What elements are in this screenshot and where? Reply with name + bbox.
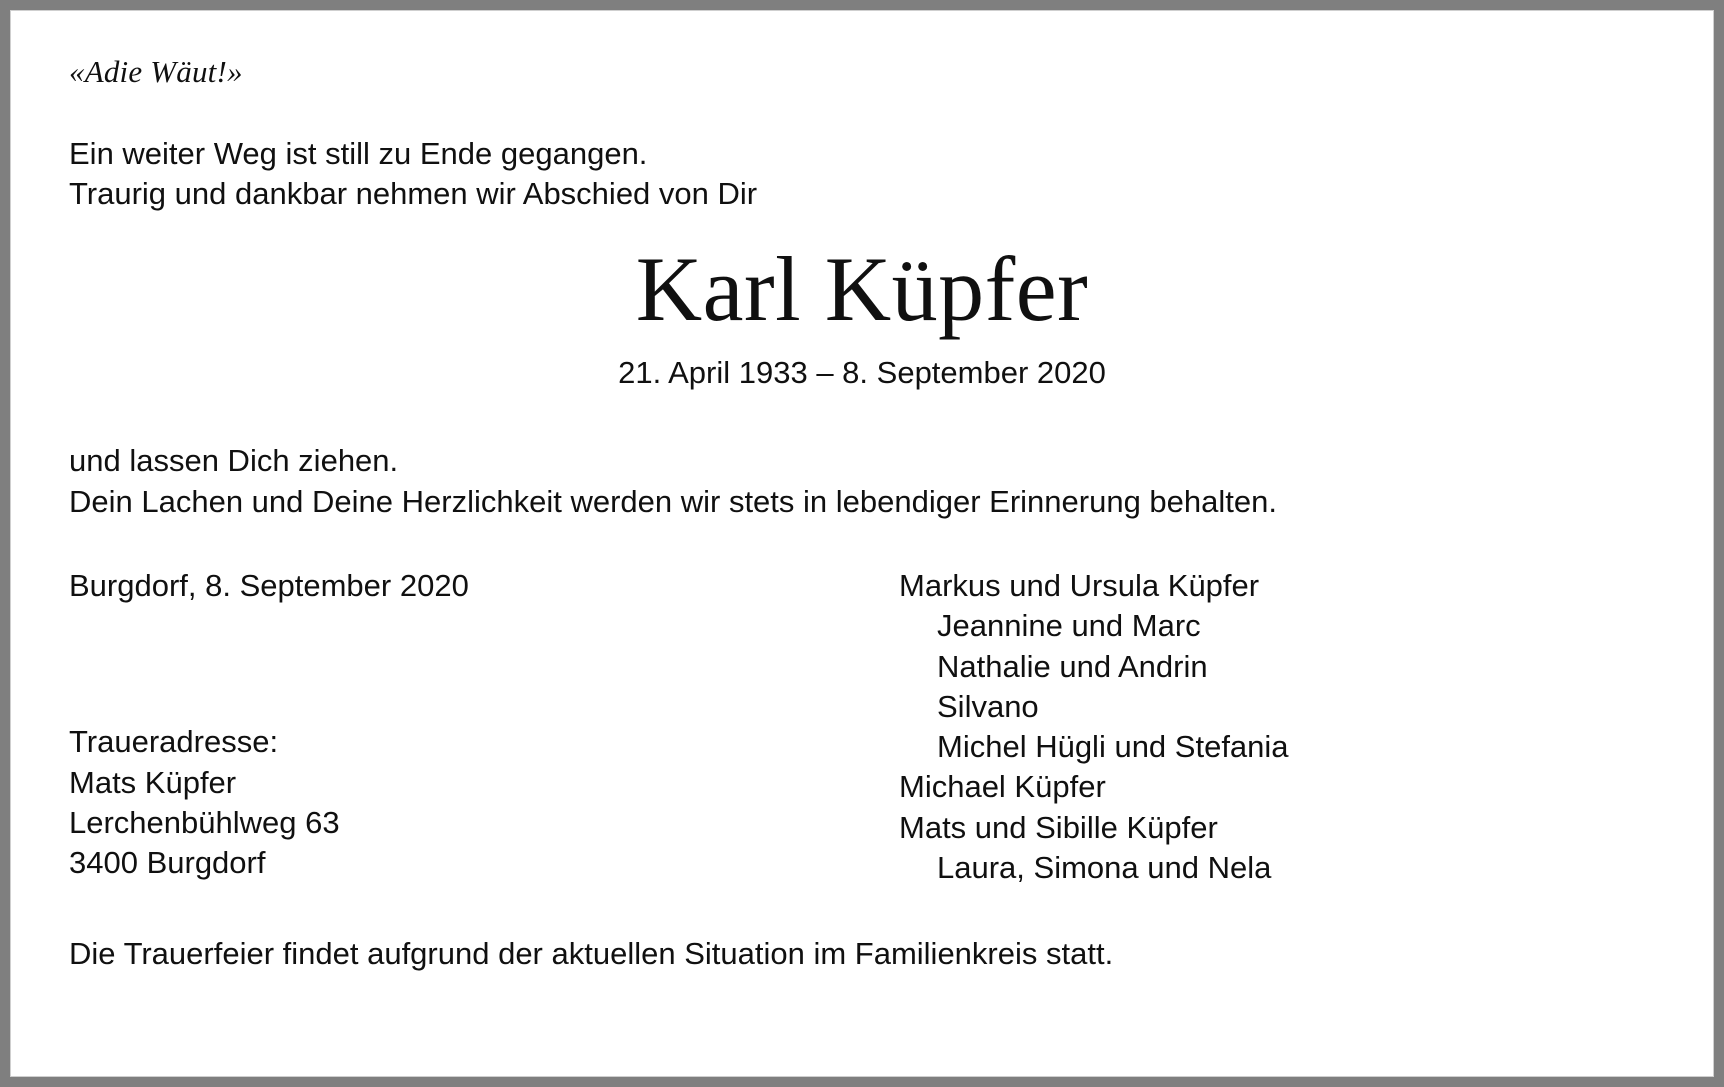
obituary-page bbox=[10, 10, 1714, 1077]
farewell-text bbox=[69, 441, 1655, 522]
intro-line: Traurig und dankbar nehmen wir Abschied von Dir bbox=[69, 176, 758, 212]
obituary-notice bbox=[11, 11, 1713, 1076]
list-item: Markus und Ursula Küpfer bbox=[899, 567, 1260, 603]
life-dates: 21. April 1933 – 8. September 2020 bbox=[618, 355, 1106, 391]
mourning-address-street: Lerchenbühlweg 63 bbox=[69, 804, 340, 840]
details-columns bbox=[69, 566, 1655, 888]
deceased-name: Karl Küpfer bbox=[635, 237, 1089, 340]
intro-text bbox=[69, 134, 1655, 215]
list-item: Silvano bbox=[937, 688, 1039, 724]
deceased-block bbox=[69, 237, 1655, 392]
survivors-list bbox=[899, 566, 1655, 888]
list-item: Michel Hügli und Stefania bbox=[937, 729, 1289, 765]
list-item: Mats und Sibille Küpfer bbox=[899, 809, 1218, 845]
mourning-address bbox=[69, 722, 899, 883]
list-item: Laura, Simona und Nela bbox=[937, 850, 1272, 886]
mourning-address-name: Mats Küpfer bbox=[69, 764, 237, 800]
mourning-address-label: Traueradresse: bbox=[69, 724, 279, 760]
place-and-date: Burgdorf, 8. September 2020 bbox=[69, 567, 469, 603]
list-item: Michael Küpfer bbox=[899, 769, 1106, 805]
mourning-address-city: 3400 Burgdorf bbox=[69, 845, 266, 881]
farewell-line: und lassen Dich ziehen. bbox=[69, 443, 399, 479]
farewell-line: Dein Lachen und Deine Herzlichkeit werden wir stets in lebendiger Erinnerung behalten. bbox=[69, 483, 1277, 519]
list-item: Nathalie und Andrin bbox=[937, 648, 1208, 684]
opening-quote: «Adie Wäut!» bbox=[69, 54, 243, 89]
list-item: Jeannine und Marc bbox=[937, 608, 1201, 644]
intro-line: Ein weiter Weg ist still zu Ende gegangen. bbox=[69, 136, 648, 172]
ceremony-note: Die Trauerfeier findet aufgrund der aktuellen Situation im Familienkreis statt. bbox=[69, 936, 1114, 972]
left-column bbox=[69, 566, 899, 888]
